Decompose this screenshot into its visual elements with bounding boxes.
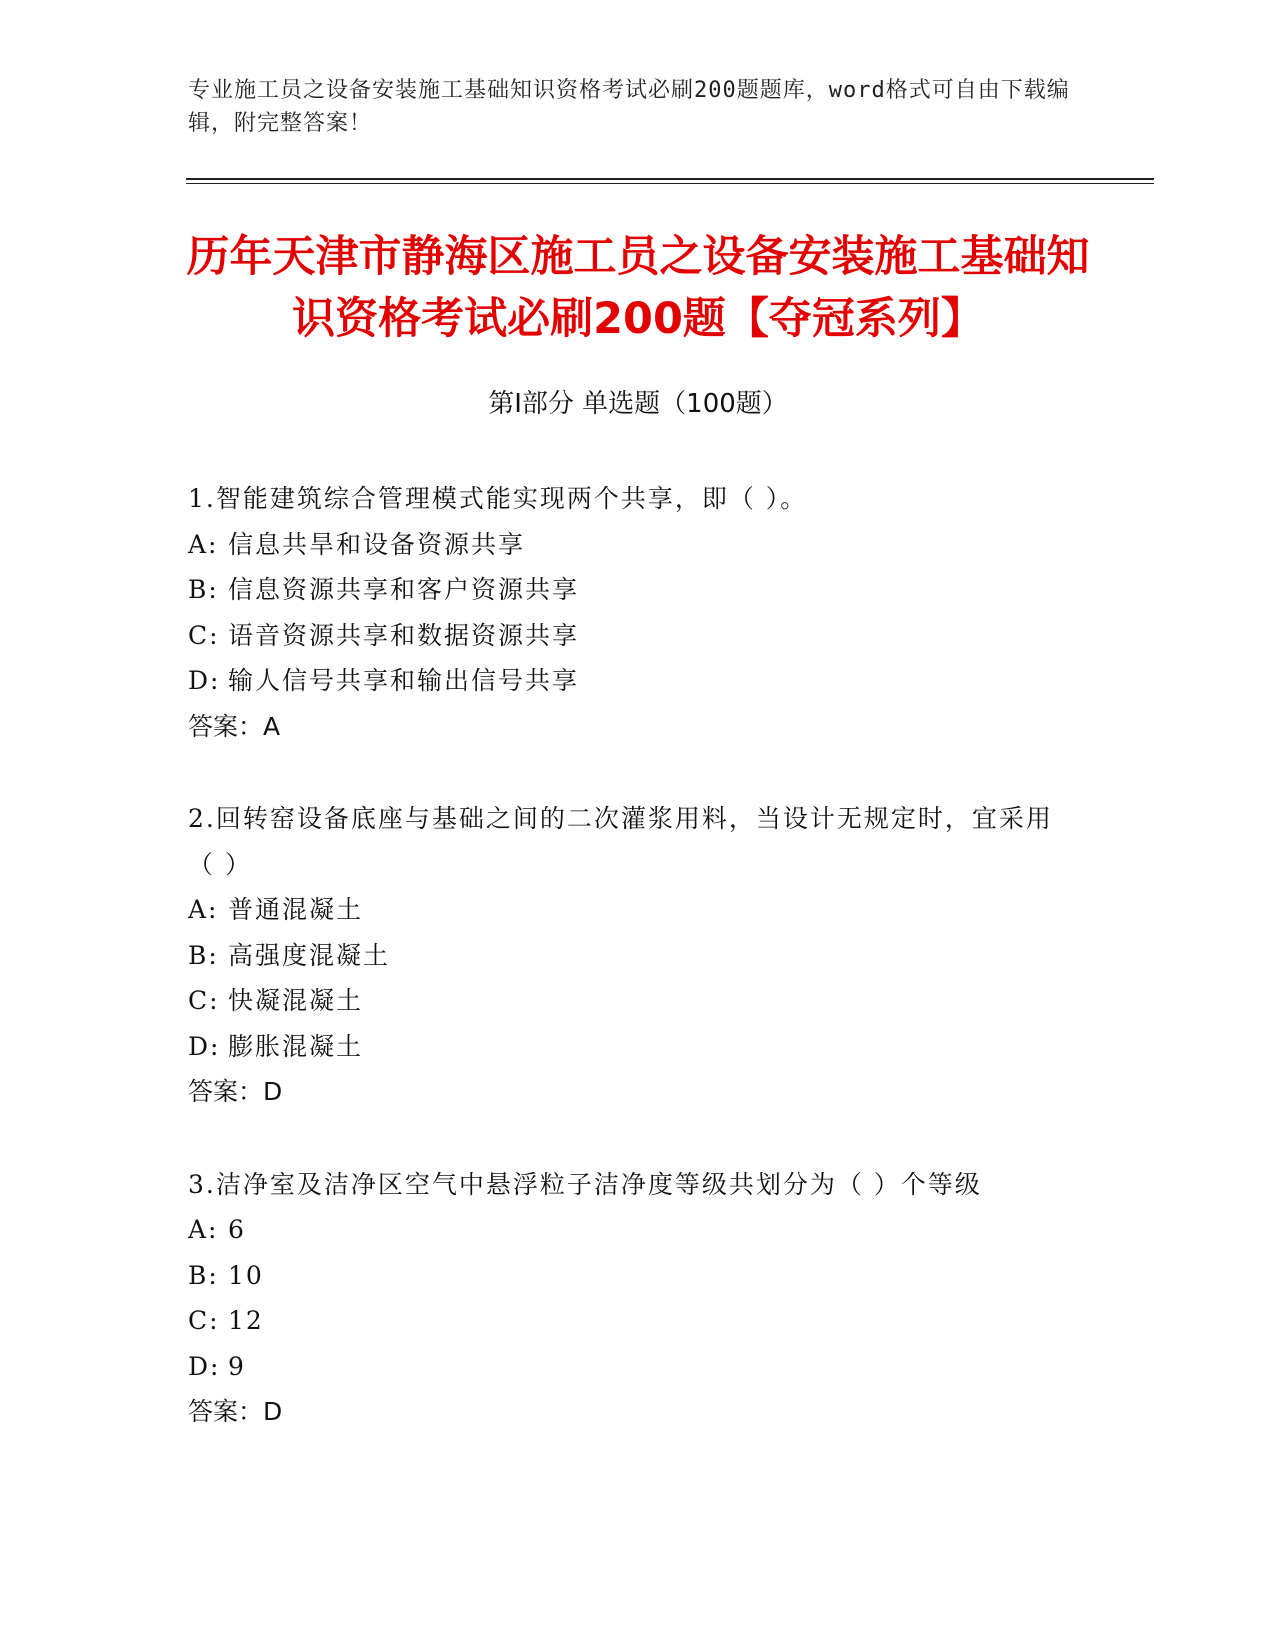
option-text: 12: [228, 1306, 264, 1335]
question-stem: 1.智能建筑综合管理模式能实现两个共享，即（ ）。: [188, 484, 808, 513]
option-d: [188, 1024, 1068, 1070]
option-letter: B:: [188, 940, 219, 970]
section-title: 第Ⅰ部分 单选题（100题）: [488, 389, 788, 419]
option-text: 膨胀混凝土: [228, 1031, 364, 1061]
option-letter: B:: [188, 575, 219, 604]
document-title: 历年天津市静海区施工员之设备安装施工基础知识资格考试必刷200题【夺冠系列】: [186, 232, 1090, 344]
header-rule-thick: [186, 178, 1154, 180]
option-letter: C:: [188, 1306, 220, 1335]
option-text: 快凝混凝土: [228, 986, 364, 1015]
answer-line: 答案：D: [188, 1397, 283, 1426]
option-letter: A:: [188, 529, 219, 559]
option-text: 10: [228, 1260, 264, 1290]
option-b: [188, 1253, 1068, 1299]
question-2: [188, 796, 1068, 1115]
answer-line: 答案：A: [188, 711, 281, 741]
option-text: 输人信号共享和输出信号共享: [228, 666, 580, 695]
question-stem: 2.回转窑设备底座与基础之间的二次灌浆用料，当设计无规定时，宜采用（ ）: [188, 804, 1053, 879]
question-list: [188, 476, 1068, 1482]
option-letter: D:: [188, 666, 221, 695]
option-b: [188, 933, 1068, 979]
option-a: [188, 887, 1068, 933]
option-letter: A:: [188, 1215, 219, 1244]
header-rule-thin: [186, 183, 1154, 184]
option-a: [188, 1207, 1068, 1253]
option-text: 信息共旱和设备资源共享: [228, 529, 526, 559]
option-text: 6: [228, 1215, 246, 1244]
option-d: [188, 1344, 1068, 1390]
option-c: [188, 978, 1068, 1024]
question-3: [188, 1162, 1068, 1435]
option-letter: C:: [188, 986, 220, 1015]
option-b: [188, 567, 1068, 613]
option-letter: A:: [188, 895, 219, 924]
option-a: [188, 522, 1068, 568]
answer-line: 答案：D: [188, 1077, 283, 1106]
option-text: 9: [228, 1351, 246, 1381]
option-d: [188, 658, 1068, 704]
option-letter: B:: [188, 1260, 219, 1290]
header-note: 专业施工员之设备安装施工基础知识资格考试必刷200题题库，word格式可自由下载编辑，附完整答案！: [188, 78, 1070, 136]
option-c: [188, 613, 1068, 659]
option-letter: D:: [188, 1351, 221, 1381]
option-text: 信息资源共享和客户资源共享: [228, 575, 580, 604]
question-stem: 3.洁净室及洁净区空气中悬浮粒子洁净度等级共划分为（ ）个等级: [188, 1169, 982, 1199]
option-text: 语音资源共享和数据资源共享: [228, 620, 580, 650]
option-text: 普通混凝土: [228, 895, 364, 924]
option-letter: D:: [188, 1031, 221, 1061]
question-1: [188, 476, 1068, 749]
option-text: 高强度混凝土: [228, 940, 391, 970]
option-letter: C:: [188, 620, 220, 650]
option-c: [188, 1298, 1068, 1344]
